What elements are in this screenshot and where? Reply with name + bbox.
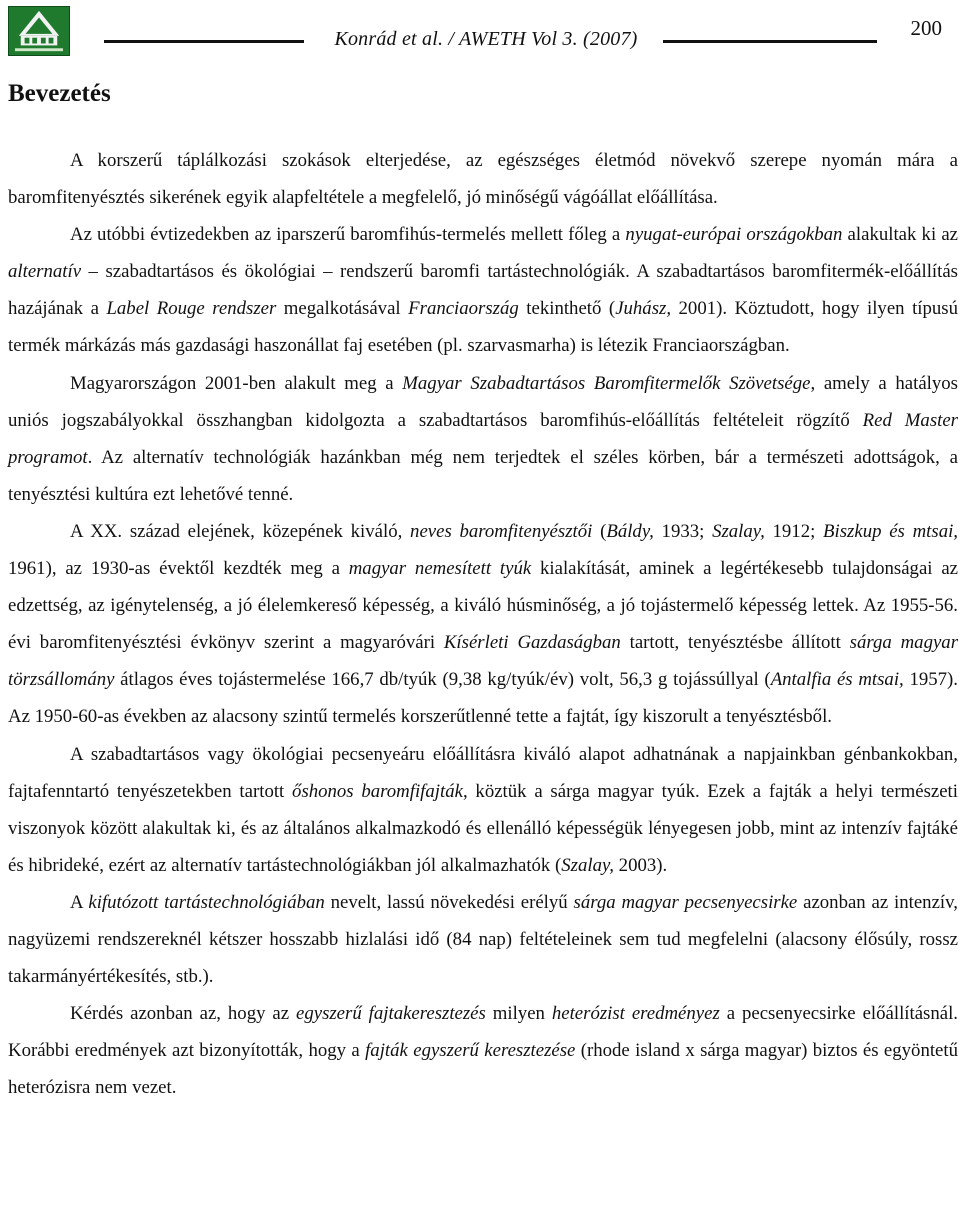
paragraph [8,216,958,364]
italic-text: kifutózott tartástechnológiában [88,891,325,913]
text-run: 1961), az 1930-as évektől kezdték meg a [8,558,349,580]
text-run: megalkotásával [276,298,409,320]
text-run: , amely a hatályos uniós jogszabályokkal összhangban kidolgozta a szabadtartásos baromfihús-előállítás feltételeit rögzítő [8,372,958,431]
text-run: 1912; [764,520,824,542]
text-run: , köztük a sárga magyar tyúk. Ezek a fajták a helyi természeti viszonyok között alakultak ki, és az általános alkalmazkodó és ellenálló képességük lényegesen jobb, mint az intenzív fajtáké és hibrideké, ezért az alternatív tartástechnológiákban jól alkalmazhatók ( [8,780,958,876]
paragraph [8,513,958,736]
header-rule-right [663,40,877,43]
text-run: . Az alternatív technológiák hazánkban még nem terjedtek el széles körben, bár a természeti adottságok, a tenyésztési kultúra ezt lehetővé tenné. [8,446,958,505]
text-run: alakultak ki az [842,224,958,246]
text-run: A szabadtartásos vagy ökológiai pecsenyeáru előállításra kiváló alapot adhatnának a napjainkban génbankokban, fajtafenntartó tenyészetekben tartott [8,743,958,802]
text-run: Az utóbbi évtizedekben az iparszerű baromfihús-termelés mellett főleg a [70,224,626,246]
italic-text: egyszerű fajtakeresztezés [296,1003,486,1025]
italic-text: sárga magyar pecsenyecsirke [573,891,798,913]
italic-text: Magyar Szabadtartásos Baromfitermelők Szövetsége [402,372,811,394]
text-run: A korszerű táplálkozási szokások elterjedése, az egészséges életmód növekvő szerepe nyomán mára a baromfitenyésztés sikerének egyik alapfeltétele a megfelelő, jó minőségű vágóállat előállítása. [8,150,958,209]
paragraph [8,142,958,216]
italic-text: neves baromfitenyésztői [410,520,593,542]
text-run: – szabadtartásos és ökológiai – rendszerű baromfi tartástechnológiák. A szabadtartásos baromfitermék-előállítás hazájának a [8,261,958,320]
text-run: 1933; [653,520,713,542]
text-run: Magyarországon 2001-ben alakult meg a [70,372,403,394]
italic-text: Franciaország [408,298,519,320]
text-run: tekinthető ( [518,298,616,320]
italic-text: heterózist eredményez [551,1003,720,1025]
text-run: Kérdés azonban az, hogy az [70,1003,296,1025]
page-number: 200 [910,16,942,40]
text-run: milyen [485,1003,552,1025]
section-title: Bevezetés [8,80,111,107]
paragraph [8,884,958,995]
italic-text: Szalay, [712,520,765,542]
text-run: A XX. század elejének, közepének kiváló, [70,520,411,542]
text-run: A [70,891,89,913]
text-run: tartott, tenyésztésbe állított [620,632,850,654]
italic-text: fajták egyszerű keresztezése [365,1040,576,1062]
paragraph [8,365,958,513]
running-head: Konrád et al. / AWETH Vol 3. (2007) [334,28,638,50]
italic-text: Biszkup és mtsai, [823,520,958,542]
text-run: kialakítását, aminek a legértékesebb tulajdonságai az edzettség, az igénytelenség, a jó élelemkereső képesség, a kiváló húsminőség, a jó tojástermelő képesség lettek. Az 1955-56. évi baromfitenyésztési évkönyv szerint a magyaróvári [8,558,958,654]
italic-text: őshonos baromfifajták [292,780,463,802]
body-text [8,142,958,1106]
italic-text: Kísérleti Gazdaságban [443,632,621,654]
text-run: 2001). Köztudott, hogy ilyen típusú termék márkázás más gazdasági haszonállat faj esetében (pl. szarvasmarha) is létezik Franciaországban. [8,298,958,357]
text-run: (rhode island x sárga magyar) biztos és egyöntetű heterózisra nem vezet. [8,1040,958,1099]
text-run: azonban az intenzív, nagyüzemi rendszereknél kétszer hosszabb hizlalási idő (84 nap) feltételeinek sem tud megfelelni (alacsony élősúly, rossz takarmányértékesítés, stb.). [8,891,958,988]
italic-text: Báldy, [606,520,654,542]
italic-text: Szalay, [561,854,614,876]
italic-text: Antalfia és mtsai, [770,669,904,691]
italic-text: sárga magyar törzsállomány [8,632,958,691]
text-run: 1957). Az 1950-60-as években az alacsony szintű termelés korszerűtlenné tette a fajtát, így kiszorult a tenyésztésből. [8,669,958,728]
journal-logo-graphic [9,7,69,55]
text-run: ( [592,520,607,542]
header-rule-left [104,40,304,43]
text-run: a pecsenyecsirke előállításnál. Korábbi eredmények azt bizonyították, hogy a [8,1003,959,1062]
page-header [0,0,960,64]
italic-text: Red Master programot [8,409,958,468]
journal-logo-icon [8,6,70,56]
italic-text: magyar nemesített tyúk [348,558,532,580]
paragraph [8,736,958,884]
italic-text: nyugat-európai országokban [625,224,843,246]
paragraph [8,995,958,1106]
text-run: nevelt, lassú növekedési erélyű [324,891,574,913]
italic-text: Label Rouge rendszer [106,298,277,320]
italic-text: Juhász, [615,298,672,320]
text-run: 2003). [613,854,668,876]
italic-text: alternatív [8,261,82,283]
text-run: átlagos éves tojástermelése 166,7 db/tyúk (9,38 kg/tyúk/év) volt, 56,3 g tojássúllyal ( [114,669,771,691]
